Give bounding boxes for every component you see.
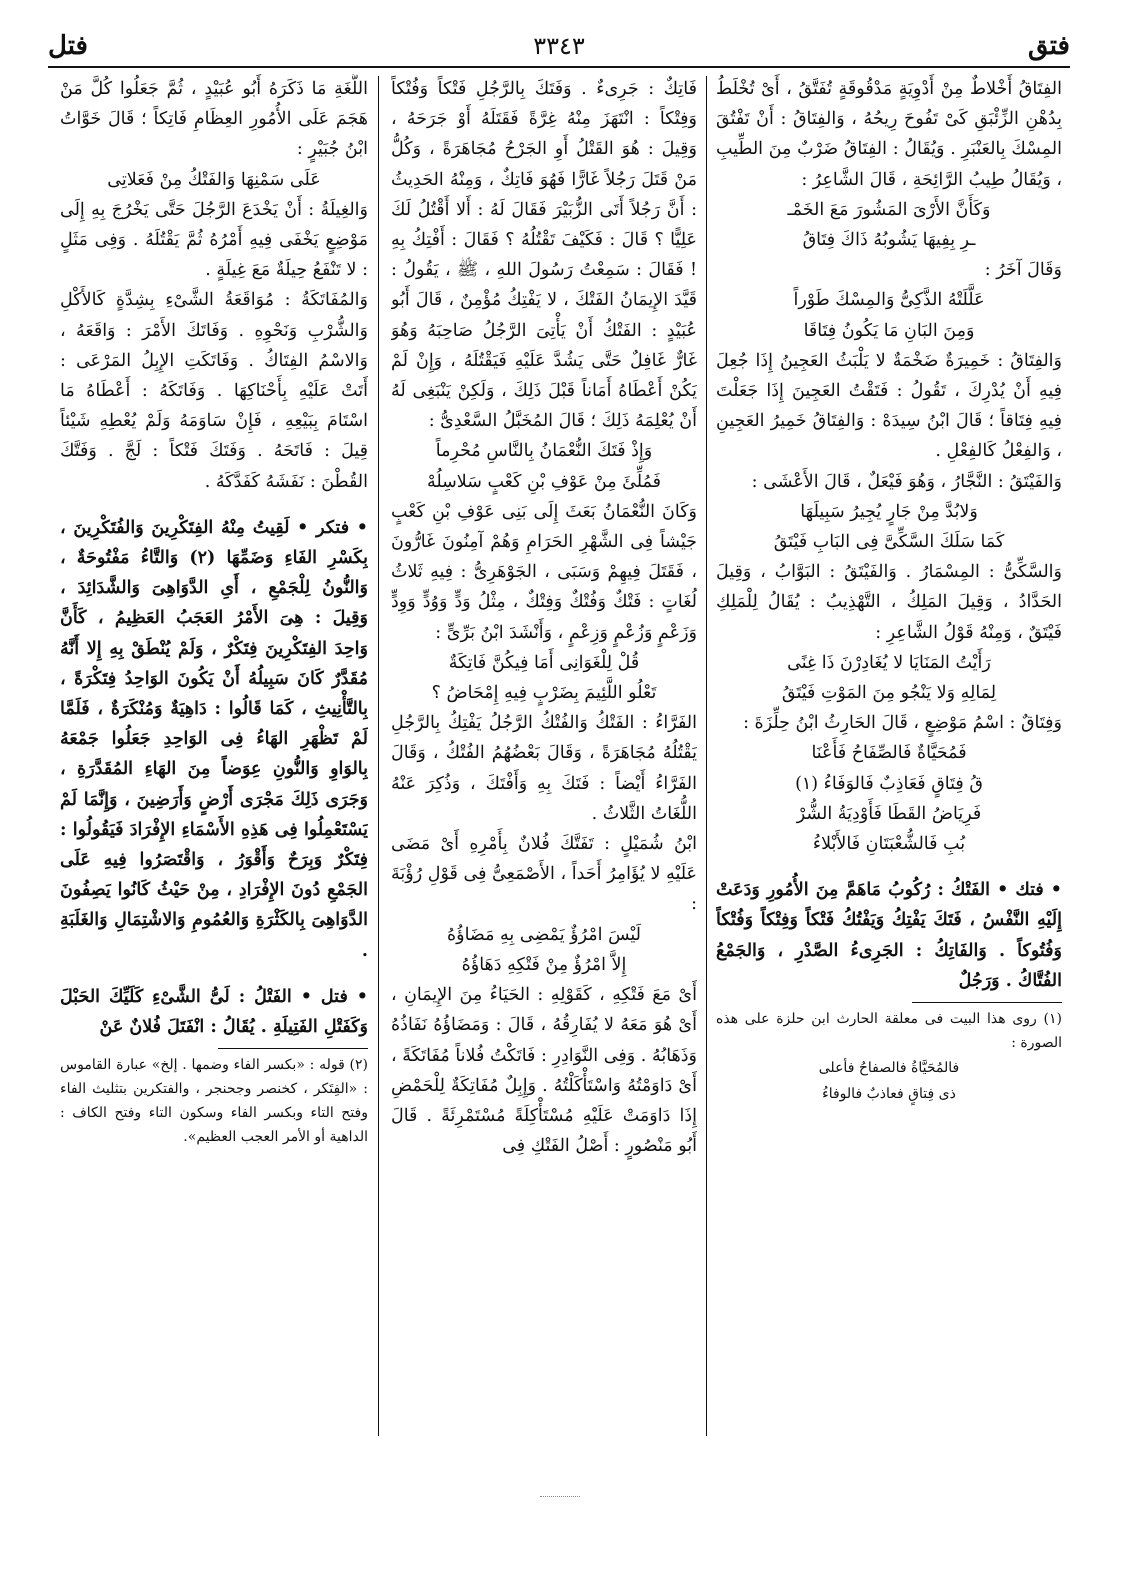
header-rule [48, 66, 1070, 68]
paragraph: اللُّغَةِ مَا ذَكَرَهُ أَبُو عُبَيْدٍ ، ثُمَّ جَعَلُوا كُلَّ مَنْ هَجَمَ عَلَى الأُمُورِ العِظَامِ فَاتِكاً ؛ قَالَ خَوَّاتُ ابْنُ جُبَيْرٍ : [60, 79, 368, 160]
paragraph: الفَرَّاءُ : الفَتْكُ وَالفُتْكُ الرَّجُلُ يَفْتِكُ بِالرَّجُلِ يَقْتُلُهُ مُجَاهَرَةً ، وَقَالَ بَعْضُهُمُ الفُتْكُ ، وَقَالَ الفَرَّاءُ أَيْضاً : فَتَكَ بِهِ وَأَفْتَكَ ، وَذُكِرَ عَنْهُ اللُّغَاتُ الثَّلاثُ . [391, 713, 697, 824]
paragraph: أَىْ مَعَ فَتْكِهِ ، كَقَوْلِهِ : الحَيَاءُ مِنَ الإِيمَانِ ، أَىْ هُوَ مَعَهُ لا يُفَارِقُهُ ، قَالَ : وَمَضَاؤُهُ نَفَاذُهُ وَذَهَابُهُ . وَفِى النَّوَادِرِ : فَاتَكْتُ فُلاناً مُفَاتَكَةً ، أَىْ دَاوَمْتُهُ وَاسْتَأْكَلْتُهُ . وَإِبِلٌ مُفَاتِكَةٌ لِلْحَمْضِ إِذَا دَاوَمَتْ عَلَيْهِ مُسْتَأْكِلَةً مُسْتَمْرِئَةً . قَالَ أَبُو مَنْصُورٍ : أَصْلُ الفَتْكِ فِى [391, 985, 697, 1157]
verse-line: وَمِنَ البَانِ مَا يَكُونُ فِتَاقَا [803, 320, 975, 341]
paragraph: الفِتَاقُ أَخْلاطٌ مِنْ أَدْوِيَةٍ مَدْقُوقَةٍ تُفَتَّقُ ، أَىْ تُخْلَطُ بِدُهْنِ الزِّئْبَقِ كَىْ تَفُوحَ رِيحُهُ ، وَالفِتَاقُ : أَنْ تَفْتُقَ المِسْكَ بِالعَنْبَرِ . وَيُقَالُ : الفِتَاقُ ضَرْبٌ مِنَ الطِّيبِ ، وَيُقَالُ طِيبُ الرَّائِحَةِ ، قَالَ الشَّاعِرُ : [716, 79, 1062, 190]
verse-line: رَأَيْتُ المَنَايَا لا يُغَادِرْنَ ذَا غِنًى [787, 652, 991, 673]
page-header [48, 30, 1070, 70]
page-number: ٣٣٤٣ [533, 32, 585, 60]
entry-spacer [60, 966, 368, 982]
guide-word-right: فتق [1028, 31, 1070, 61]
verse-line: إِلاَّ امْرُؤٌ مِنْ فَتْكِهِ دَهَاؤُهُ [461, 954, 627, 975]
paragraph: وَالفِتَاقُ : خَمِيرَةٌ ضَخْمَةٌ لا يَلْبَثُ العَجِينُ إِذَا جُعِلَ فِيهِ أَنْ يُدْرِكَ ، تَقُولُ : فَتَقْتُ العَجِينَ إِذَا جَعَلْتَ فِيهِ فِتَاقاً ؛ قَالَ ابْنُ سِيدَهْ : وَالفِتَاقُ خَمِيرُ العَجِينِ ، وَالفِعْلُ كَالفِعْلِ . [716, 350, 1062, 462]
verse-line: وَكَأَنَّ الأَرْىَ المَشُورَ مَعَ الخَمْـ [787, 199, 991, 220]
verse-line: قُلْ لِلْغَوَانِى أَمَا فِيكُنَّ فَاتِكَةٌ [448, 652, 640, 673]
verse-line: كَمَا سَلَكَ السَّكِّىَّ فِى البَابِ فَيْتَقُ [773, 532, 1005, 553]
verse-line: لِمَالِهِ وَلا يَنْجُو مِنَ المَوْتِ فَيْتَقُ [781, 683, 997, 704]
page-bottom-mark [540, 1496, 580, 1501]
verse-line: ـرِ بِفِيهَا يَشُوبُهُ ذَاكَ فِتَاقُ [802, 230, 976, 251]
column-left [60, 74, 368, 1434]
column-right [716, 74, 1062, 1434]
footnote-verse: فالمُحَيَّاةُ فالصفاحُ فأعلى [818, 1060, 960, 1077]
verse-line: بُبِ فَالشُّعْبَتَانِ فَالأَبْلاءُ [812, 834, 966, 855]
verse-line: فَرِيَاضُ القَطَا فَأَوْدِيَةُ الشُّرْ [796, 803, 982, 824]
entry-fatk: • فتك • الفَتْكُ : رُكُوبُ مَاهَمَّ مِنَ الأُمُورِ وَدَعَتْ إِلَيْهِ النَّفْسُ ، فَتَكَ يَفْتِكُ وَيَفْتُكُ فَتْكاً وَفِتْكاً وَفُتْكاً وَفُتُوكاً . وَالفَاتِكُ : الجَرِىءُ الصَّدْرِ ، وَالجَمْعُ الفُتَّاكُ . وَرَجُلٌ [716, 880, 1062, 991]
verse-line: عَلَى سَمْنِهَا وَالفَتْكُ مِنْ فَعَلاتِى [107, 169, 321, 190]
footnote-rule [218, 1048, 368, 1049]
paragraph: وَكَانَ النُّعْمَانُ بَعَثَ إِلَى بَنِى عَوْفِ بْنِ كَعْبٍ جَيْشاً فِى الشَّهْرِ الحَرَامِ وَهُمْ آمِنُونَ غَارُّونَ ، فَقَتَلَ فِيهِمْ وَسَبَى ، الجَوْهَرِىُّ : فِيهِ ثَلاثُ لُغَاتٍ : فَتْكٌ وَفُتْكٌ وَفِتْكٌ ، مِثْلُ وَدٍّ وَوُدٍّ وَوِدٍّ وَزَعْمٍ وَزُعْمٍ وَزِعْمٍ ، وَأَنْشَدَ ابْنُ بَرِّىٍّ : [391, 501, 697, 643]
verse-line: تَعْلُو اللَّئِيمَ بِضَرْبٍ فِيهِ إِمْحَاضُ ؟ [431, 683, 657, 704]
entry-fatl: • فتل • الفَتْلُ : لَىُّ الشَّىْءِ كَلَيِّكَ الحَبْلَ وَكَفَتْلِ الفَتِيلَةِ . يُقَالُ : انْفَتَلَ فُلانٌ عَنْ [60, 986, 368, 1038]
footnote-1: (١) روى هذا البيت فى معلقة الحارث ابن حلزة على هذه الصورة : [716, 1011, 1062, 1052]
paragraph: ابْنُ شُمَيْلٍ : تَفَتَّكَ فُلانٌ بِأَمْرِهِ أَىْ مَضَى عَلَيْهِ لا يُؤَامِرُ أَحَداً ، الأَصْمَعِىُّ فِى قَوْلِ رُؤْبَةَ : [391, 834, 697, 915]
paragraph: فَاتِكٌ : جَرِىءٌ . وَفَتَكَ بِالرَّجُلِ فَتْكاً وَفُتْكاً وَفِتْكاً : انْتَهَزَ مِنْهُ غِرَّةً فَقَتَلَهُ أَوْ جَرَحَهُ ، وَقِيلَ : هُوَ القَتْلُ أَوِ الجَرْحُ مُجَاهَرَةً ، وَكُلُّ مَنْ قَتَلَ رَجُلاً غَارًّا فَهُوَ فَاتِكٌ ، وَمِنْهُ الحَدِيثُ : أَنَّ رَجُلاً أَتَى الزُّبَيْرَ فَقَالَ لَهُ : أَلا أَقْتُلُ لَكَ عَلِيًّا ؟ قَالَ : فَكَيْفَ تَقْتُلُهُ ؟ فَقَالَ : أَفْتِكُ بِهِ ! فَقَالَ : سَمِعْتُ رَسُولَ اللهِ ، ﷺ ، يَقُولُ : قَيَّدَ الإِيمَانُ الفَتْكَ ، لا يَفْتِكُ مُؤْمِنٌ ، قَالَ أَبُو عُبَيْدٍ : الفَتْكُ أَنْ يَأْتِىَ الرَّجُلُ صَاحِبَهُ وَهُوَ غَارٌّ غَافِلٌ حَتَّى يَشُدَّ عَلَيْهِ فَيَقْتُلَهُ ، وَإِنْ لَمْ يَكُنْ أَعْطَاهُ أَمَاناً قَبْلَ ذَلِكَ ، وَلَكِنْ يَنْبَغِى لَهُ أَنْ يُعْلِمَهُ ذَلِكَ ؛ قَالَ المُخَبَّلُ السَّعْدِىُّ : [391, 79, 697, 432]
entry-spacer [716, 859, 1062, 875]
column-divider [706, 76, 707, 1436]
footnote-2: (٢) قوله : «بكسر الفاء وضمها . إلخ» عبارة القاموس : «الفِتَكر ، كخنصر وجحنجر ، والفتكرين بتثليث الفاء وفتح التاء وبكسر الفاء وسكون التاء وفتح الكاف : الداهية أو الأمر العجب العظيم». [60, 1057, 368, 1146]
verse-line: وَلابُدَّ مِنْ جَارٍ يُجِيرُ سَبِيلَهَا [800, 501, 978, 522]
verse-line: فَمُحَيَّاةٌ فَالصِّفَاحُ فَأَعْنَا [811, 743, 967, 764]
verse-line: فَمُلِّئَ مِنْ عَوْفِ بْنِ كَعْبٍ سَلاسِلُهْ [426, 471, 662, 492]
verse-line: لَيْسَ امْرُؤٌ يَمْضِى بِهِ مَضَاؤُهُ [446, 924, 642, 945]
column-middle [391, 74, 697, 1434]
footnote-rule [912, 1002, 1062, 1003]
verse-line: وَإِذْ فَتَكَ النُّعْمَانُ بِالنَّاسِ مُحْرِماً [435, 441, 653, 462]
entry-spacer [60, 497, 368, 513]
verse-line: عَلَّلَتْهُ الذَّكِىُّ وَالمِسْكَ طَوْراً [793, 290, 985, 311]
entry-fatkar: • فتكر • لَقِيتُ مِنْهُ الفِتَكْرِينَ وَالفُتَكْرِينَ ، بِكَسْرِ الفَاءِ وَضَمِّهَا (٢) وَالتَّاءُ مَفْتُوحَةٌ ، وَالنُّونُ لِلْجَمْعِ ، أَىِ الدَّوَاهِىَ وَالشَّدَائِدَ ، وَقِيلَ : هِىَ الأَمْرُ العَجَبُ العَظِيمُ ، كَأَنَّ وَاحِدَ الفِتَكْرِينَ فِتَكْرٌ ، وَلَمْ يُنْطَقْ بِهِ إِلا أَنَّهُ مُقَدَّرٌ كَانَ سَبِيلُهُ أَنْ يَكُونَ الوَاحِدُ فِتَكْرَةً ، بِالتَّأْنِيثِ ، كَمَا قَالُوا : دَاهِيَةٌ وَمُنْكَرَةٌ ، فَلَمَّا لَمْ تَظْهَرِ الهَاءُ فِى الوَاحِدِ جَعَلُوا جَمْعَهُ بِالوَاوِ وَالنُّونِ عِوَضاً مِنَ الهَاءِ المُقَدَّرَةِ ، وَجَرَى ذَلِكَ مَجْرَى أَرْضٍ وَأَرَضِينَ ، وَإِنَّمَا لَمْ يَسْتَعْمِلُوا فِى هَذِهِ الأَسْمَاءِ الإِفْرَادَ فَيَقُولُوا : فِتَكْرٌ وَبِرَحٌ وَأَقْوَرُ ، وَاقْتَصَرُوا فِيهِ عَلَى الجَمْعِ دُونَ الإِفْرَادِ ، مِنْ حَيْثُ كَانُوا يَصِفُونَ الدَّوَاهِىَ بِالكَثْرَةِ وَالعُمُومِ وَالاشْتِمَالِ وَالغَلَبَةِ . [60, 517, 368, 961]
verse-line: قُ فِتَاقٍ فَعَاذِبٌ فَالوَفَاءُ (١) [795, 773, 983, 794]
paragraph: وَالمُفَاتَكَةُ : مُوَاقَعَةُ الشَّىْءِ بِشِدَّةٍ كَالأَكْلِ وَالشُّرْبِ وَنَحْوِهِ . وَفَاتَكَ الأَمْرَ : وَاقَعَهُ ، وَالاسْمُ الفِتَاكُ . وَفَاتَكَتِ الإِبِلُ المَرْعَى : أَتَتْ عَلَيْهِ بِأَحْنَاكِهَا . وَفَاتَكَهُ : أَعْطَاهُ مَا اسْتَامَ بِبَيْعِهِ ، فَإِنْ سَاوَمَهُ وَلَمْ يُعْطِهِ شَيْئاً قِيلَ : فَاتَحَهُ . وَفَتَكَ فَتْكاً : لَجَّ . وَفَتَّكَ القُطْنَ : نَفَشَهُ كَفَدَّكَهُ . [60, 290, 368, 492]
guide-word-left: فتل [48, 31, 88, 61]
paragraph: وَقَالَ آخَرُ : [984, 260, 1062, 281]
footnote-verse: ذى فِتاقٍ فعاذبٌ فالوفاءُ [822, 1086, 956, 1103]
paragraph: وَالسَّكِّىُّ : المِسْمَارُ . وَالفَيْتَقُ : البَوَّابُ ، وَقِيلَ الحَدَّادُ ، وَقِيلَ المَلِكُ ، التَّهْذِيبُ : يُقَالُ لِلْمَلِكِ فَيْتَقٌ ، وَمِنْهُ قَوْلُ الشَّاعِرِ : [716, 562, 1062, 643]
paragraph: وَفِتَاقٌ : اسْمُ مَوْضِعٍ ، قَالَ الحَارِثُ ابْنُ حِلِّزَةَ : [743, 713, 1062, 734]
column-divider [378, 76, 379, 1436]
paragraph: وَالغِيلَةُ : أَنْ يَخْدَعَ الرَّجُلَ حَتَّى يَخْرُجَ بِهِ إِلَى مَوْضِعٍ يَخْفَى فِيهِ أَمْرُهُ ثُمَّ يَقْتُلَهُ . وَفِى مَثَلٍ : لا تَنْفَعُ حِيلَةٌ مَعَ غِيلَةٍ . [60, 199, 368, 281]
paragraph: وَالفَيْتَقُ : النَّجَّارُ ، وَهُوَ فَيْعَلٌ ، قَالَ الأَعْشَى : [751, 471, 1062, 492]
